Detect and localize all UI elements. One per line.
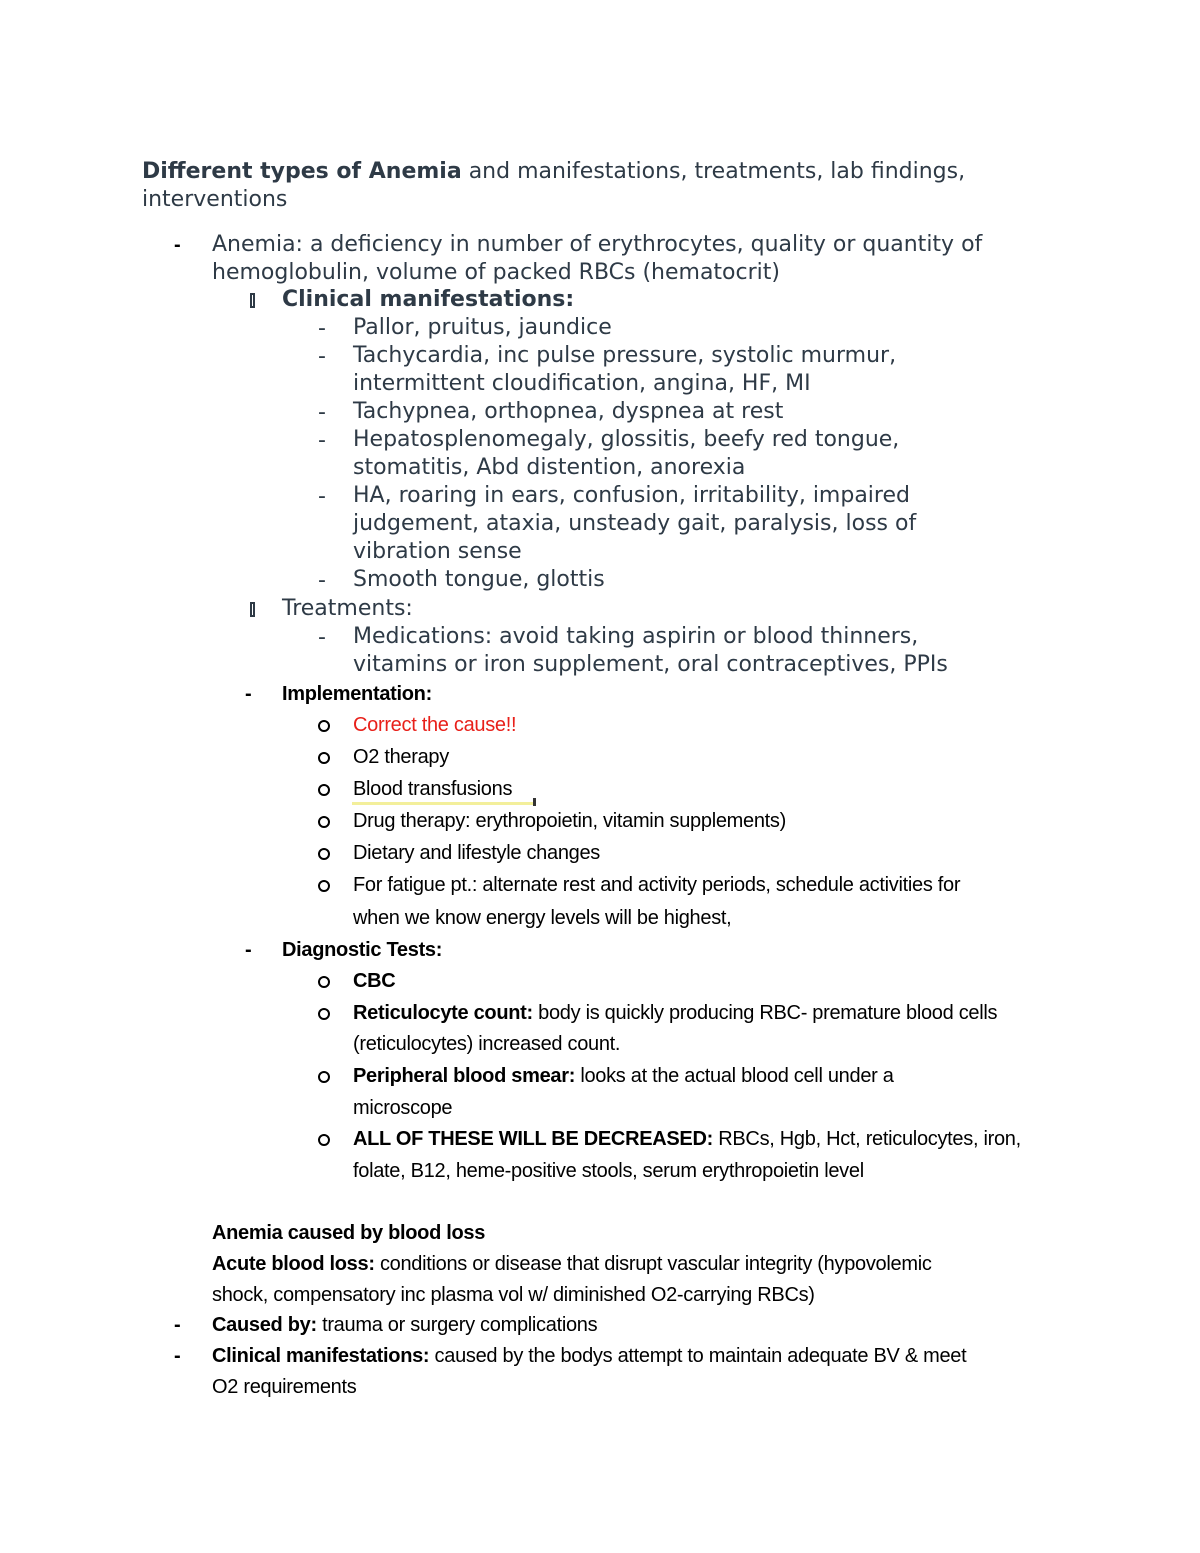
diagnostic-item-cbc: CBC: [353, 970, 396, 992]
diagnostic-item-desc: RBCs, Hgb, Hct, reticulocytes, iron,: [712, 1128, 1021, 1150]
diagnostic-item-term: ALL OF THESE WILL BE DECREASED:: [353, 1128, 713, 1150]
caused-by-desc: trauma or surgery complications: [316, 1314, 598, 1336]
manifestation-item-cont: intermittent cloudification, angina, HF, MI: [353, 371, 811, 396]
implementation-item-correct-cause: Correct the cause!!: [353, 714, 517, 736]
manifestation-item-cont: judgement, ataxia, unsteady gait, paralysis, loss of: [353, 511, 917, 536]
blood-loss-clinical-cont: O2 requirements: [212, 1376, 357, 1398]
anemia-definition-line2: hemoglobulin, volume of packed RBCs (hematocrit): [212, 260, 780, 285]
circle-bullet-icon: [318, 752, 330, 764]
implementation-item: Drug therapy: erythropoietin, vitamin supplements): [353, 810, 786, 832]
implementation-item-blood-transfusions: Blood transfusions: [353, 778, 513, 800]
circle-bullet-icon: [318, 720, 330, 732]
circle-bullet-icon: [318, 848, 330, 860]
title-bold: Different types of Anemia: [142, 159, 462, 184]
diagnostic-item-decreased: [353, 1125, 1021, 1153]
treatment-item-cont: vitamins or iron supplement, oral contraceptives, PPIs: [353, 652, 948, 677]
circle-bullet-icon: [318, 1134, 330, 1146]
document-title-line2: interventions: [142, 187, 288, 212]
implementation-item: For fatigue pt.: alternate rest and activity periods, schedule activities for: [353, 874, 961, 896]
dash-bullet: -: [174, 1345, 181, 1367]
document-title: [142, 158, 965, 186]
manifestation-item: Smooth tongue, glottis: [353, 567, 605, 592]
blood-loss-clinical-desc: caused by the bodys attempt to maintain adequate BV & meet: [429, 1345, 967, 1367]
diagnostic-item-term: Reticulocyte count:: [353, 1002, 533, 1024]
treatments-heading: Treatments:: [282, 596, 413, 621]
circle-bullet-icon: [318, 976, 330, 988]
acute-blood-loss-desc: conditions or disease that disrupt vascular integrity (hypovolemic: [374, 1253, 932, 1275]
circle-bullet-icon: [318, 1071, 330, 1083]
diagnostic-item-cont: folate, B12, heme-positive stools, serum erythropoietin level: [353, 1160, 864, 1182]
manifestation-item-cont: stomatitis, Abd distention, anorexia: [353, 455, 746, 480]
implementation-item-cont: when we know energy levels will be highest,: [353, 907, 732, 929]
implementation-item: Dietary and lifestyle changes: [353, 842, 600, 864]
dash-bullet: -: [174, 1314, 181, 1336]
diagnostic-item-desc: body is quickly producing RBC- premature blood cells: [532, 1002, 998, 1024]
circle-bullet-icon: [318, 1008, 330, 1020]
dash-bullet: -: [318, 428, 326, 453]
manifestation-item: Tachypnea, orthopnea, dyspnea at rest: [353, 399, 784, 424]
blood-loss-clinical-term: Clinical manifestations:: [212, 1345, 430, 1367]
diagnostic-item-cont: microscope: [353, 1097, 453, 1119]
acute-blood-loss: [212, 1250, 932, 1278]
anemia-definition: Anemia: a deficiency in number of erythrocytes, quality or quantity of: [212, 232, 983, 257]
manifestation-item: Pallor, pruitus, jaundice: [353, 315, 612, 340]
treatment-item: Medications: avoid taking aspirin or blood thinners,: [353, 624, 919, 649]
dash-bullet: -: [245, 939, 252, 961]
circle-bullet-icon: [318, 784, 330, 796]
circle-bullet-icon: [318, 816, 330, 828]
diagnostic-tests-heading: Diagnostic Tests:: [282, 939, 443, 961]
clinical-manifestations-heading: Clinical manifestations:: [282, 287, 575, 312]
circle-bullet-icon: [318, 880, 330, 892]
diagnostic-item-blood-smear: [353, 1062, 894, 1090]
square-bullet-icon: [250, 602, 255, 617]
title-rest: and manifestations, treatments, lab findings,: [461, 159, 966, 184]
manifestation-item: Hepatosplenomegaly, glossitis, beefy red tongue,: [353, 427, 900, 452]
implementation-item: O2 therapy: [353, 746, 449, 768]
dash-bullet: -: [318, 316, 326, 341]
acute-blood-loss-term: Acute blood loss:: [212, 1253, 375, 1275]
diagnostic-item-term: Peripheral blood smear:: [353, 1065, 576, 1087]
dash-bullet: -: [318, 484, 326, 509]
blood-loss-heading: Anemia caused by blood loss: [212, 1222, 486, 1244]
dash-bullet: -: [318, 344, 326, 369]
dash-bullet: -: [245, 683, 252, 705]
dash-bullet: -: [318, 625, 326, 650]
diagnostic-item-cont: (reticulocytes) increased count.: [353, 1033, 621, 1055]
dash-bullet: -: [318, 568, 326, 593]
acute-blood-loss-cont: shock, compensatory inc plasma vol w/ diminished O2-carrying RBCs): [212, 1284, 815, 1306]
manifestation-item-cont: vibration sense: [353, 539, 522, 564]
blood-loss-clinical-manifestations: [212, 1342, 966, 1370]
diagnostic-item-desc: looks at the actual blood cell under a: [575, 1065, 894, 1087]
diagnostic-item-reticulocyte: [353, 999, 997, 1027]
square-bullet-icon: [250, 293, 255, 308]
caused-by-term: Caused by:: [212, 1314, 317, 1336]
caused-by: [212, 1311, 597, 1339]
comment-marker: [533, 798, 536, 806]
manifestation-item: HA, roaring in ears, confusion, irritability, impaired: [353, 483, 910, 508]
implementation-heading: Implementation:: [282, 683, 432, 705]
manifestation-item: Tachycardia, inc pulse pressure, systolic murmur,: [353, 343, 897, 368]
dash-bullet: -: [174, 234, 181, 256]
dash-bullet: -: [318, 400, 326, 425]
